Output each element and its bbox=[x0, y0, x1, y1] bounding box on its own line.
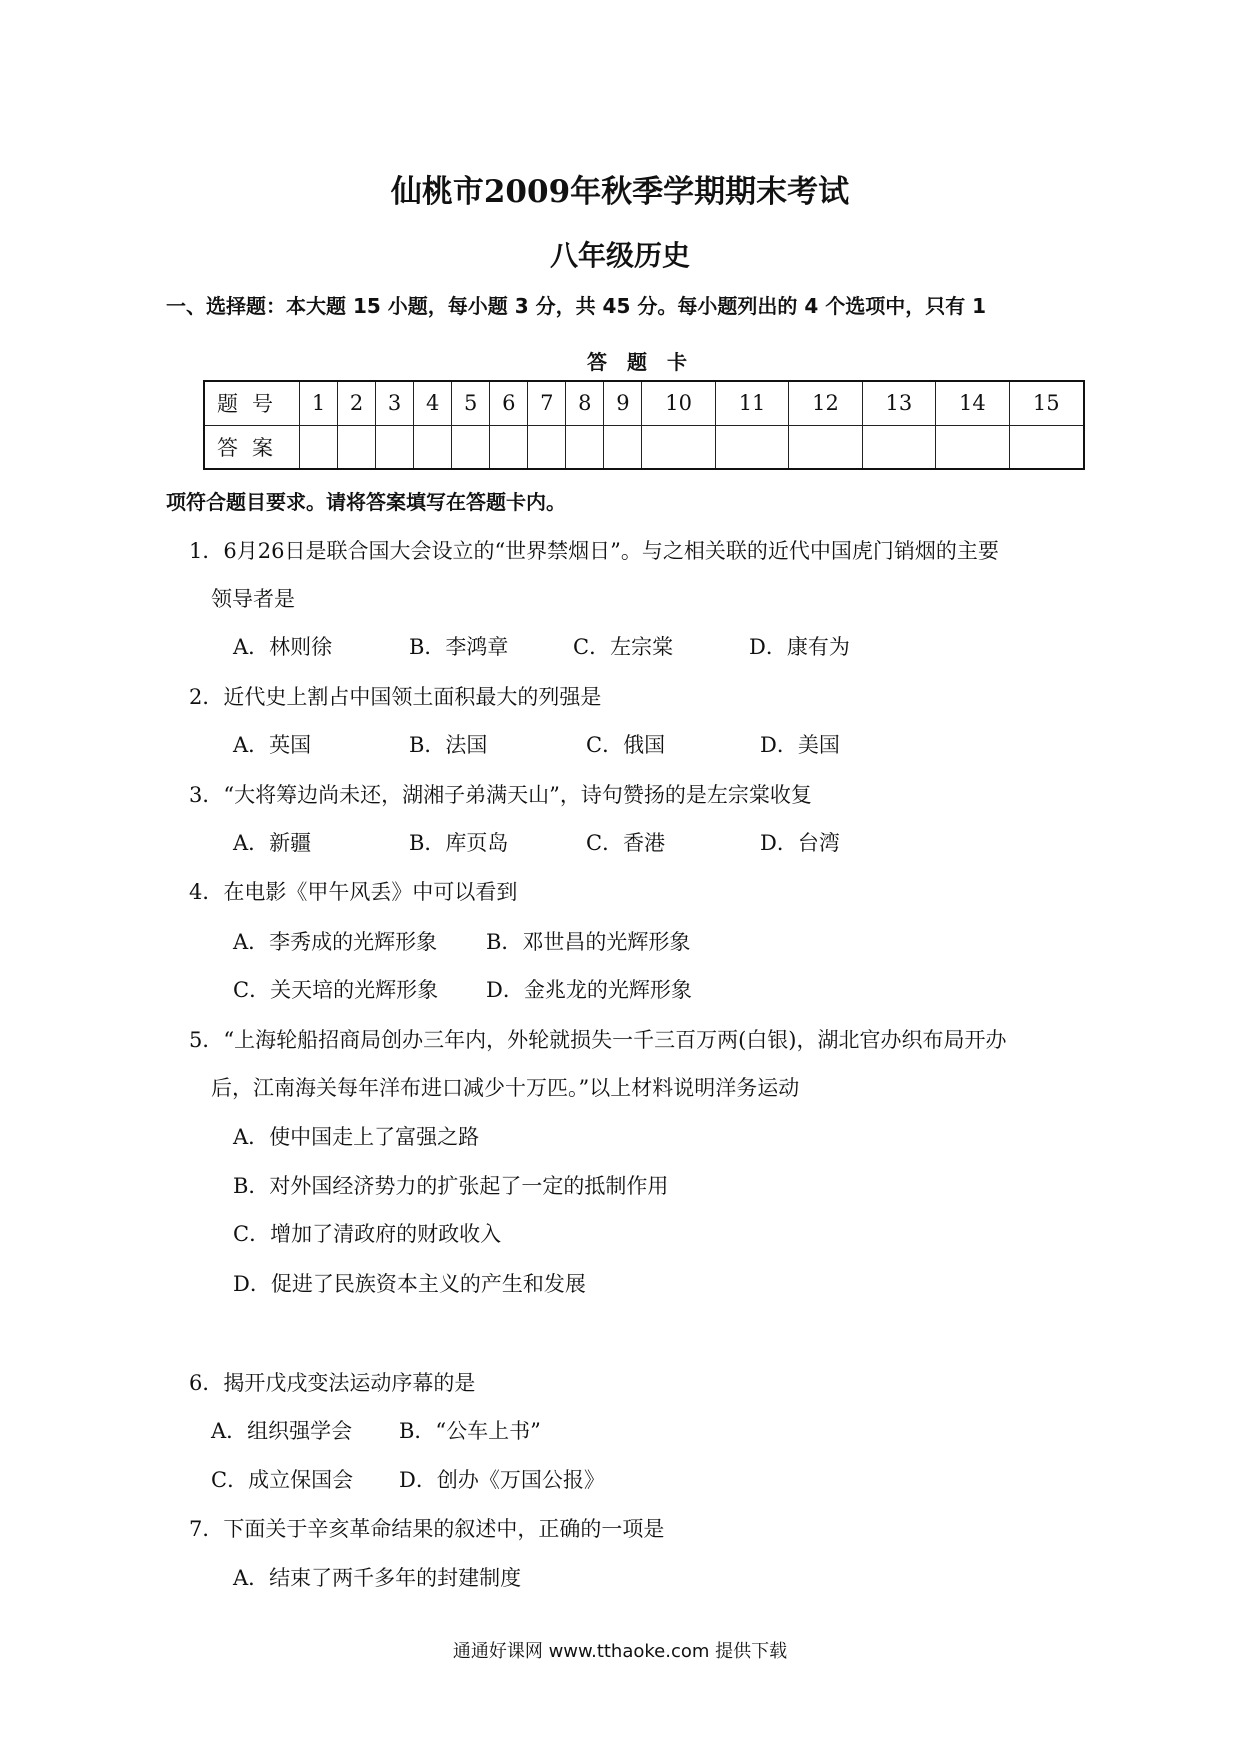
q6-option-d: D．创办《万国公报》 bbox=[399, 1468, 605, 1492]
q2-option-b: B．法国 bbox=[409, 733, 488, 757]
section-heading: 一、选择题：本大题 15 小题，每小题 3 分，共 45 分。每小题列出的 4 个选项中，只有 1 bbox=[166, 294, 987, 318]
q2-option-d: D．美国 bbox=[760, 733, 840, 757]
q4-option-c: C．关天培的光辉形象 bbox=[233, 978, 439, 1002]
number-cell: 6 bbox=[490, 381, 528, 425]
q6-option-c: C．成立保国会 bbox=[211, 1468, 354, 1492]
number-cell: 12 bbox=[789, 381, 862, 425]
q1-option-a: A．林则徐 bbox=[233, 635, 333, 659]
q2-option-a: A．英国 bbox=[233, 733, 312, 757]
q1-option-b: B．李鸿章 bbox=[409, 635, 509, 659]
answer-card-title: 答 题 卡 bbox=[587, 350, 687, 374]
number-cell: 10 bbox=[642, 381, 715, 425]
q1-option-c: C．左宗棠 bbox=[573, 635, 674, 659]
number-cell: 9 bbox=[604, 381, 642, 425]
answer-cell[interactable] bbox=[300, 425, 338, 469]
q3-option-c: C．香港 bbox=[586, 831, 666, 855]
row-label: 题号 bbox=[204, 381, 300, 425]
answer-cell[interactable] bbox=[715, 425, 788, 469]
footer-source: 通通好课网 www.tthaoke.com 提供下载 bbox=[452, 1641, 788, 1662]
number-cell: 4 bbox=[414, 381, 452, 425]
question-3-stem: 3．“大将筹边尚未还，湖湘子弟满天山”，诗句赞扬的是左宗棠收复 bbox=[189, 783, 812, 807]
q6-option-a: A．组织强学会 bbox=[211, 1419, 353, 1443]
number-cell: 8 bbox=[566, 381, 604, 425]
answer-cell[interactable] bbox=[566, 425, 604, 469]
q4-option-d: D．金兆龙的光辉形象 bbox=[486, 978, 692, 1002]
row-label: 答案 bbox=[204, 425, 300, 469]
answer-cell[interactable] bbox=[452, 425, 490, 469]
question-5-stem: 5．“上海轮船招商局创办三年内，外轮就损失一千三百万两(白银)，湖北官办织布局开办 bbox=[189, 1028, 1007, 1052]
answer-cell[interactable] bbox=[862, 425, 935, 469]
answer-cell[interactable] bbox=[642, 425, 715, 469]
q4-option-b: B．邓世昌的光辉形象 bbox=[486, 930, 691, 954]
q4-option-a: A．李秀成的光辉形象 bbox=[233, 930, 438, 954]
q5-option-d: D．促进了民族资本主义的产生和发展 bbox=[233, 1272, 586, 1296]
q3-option-a: A．新疆 bbox=[233, 831, 312, 855]
number-cell: 14 bbox=[936, 381, 1009, 425]
q7-option-a: A．结束了两千多年的封建制度 bbox=[233, 1566, 522, 1590]
q5-option-a: A．使中国走上了富强之路 bbox=[233, 1125, 480, 1149]
answer-cell[interactable] bbox=[414, 425, 452, 469]
question-6-stem: 6．揭开戊戌变法运动序幕的是 bbox=[189, 1371, 476, 1395]
question-number-row bbox=[204, 381, 1084, 425]
number-cell: 15 bbox=[1009, 381, 1084, 425]
section-heading-continued: 项符合题目要求。请将答案填写在答题卡内。 bbox=[166, 490, 566, 514]
q5-option-c: C．增加了清政府的财政收入 bbox=[233, 1222, 502, 1246]
answer-cell[interactable] bbox=[528, 425, 566, 469]
exam-title: 仙桃市2009年秋季学期期末考试 bbox=[390, 174, 850, 210]
q5-option-b: B．对外国经济势力的扩张起了一定的抵制作用 bbox=[233, 1174, 669, 1198]
exam-subtitle: 八年级历史 bbox=[549, 239, 690, 272]
answer-row bbox=[204, 425, 1084, 469]
question-4-stem: 4．在电影《甲午风丢》中可以看到 bbox=[189, 880, 518, 904]
q3-option-d: D．台湾 bbox=[760, 831, 840, 855]
q3-option-b: B．库页岛 bbox=[409, 831, 509, 855]
answer-cell[interactable] bbox=[789, 425, 862, 469]
q1-option-d: D．康有为 bbox=[749, 635, 850, 659]
answer-card-table bbox=[203, 380, 1085, 470]
answer-cell[interactable] bbox=[338, 425, 376, 469]
number-cell: 13 bbox=[862, 381, 935, 425]
number-cell: 5 bbox=[452, 381, 490, 425]
number-cell: 1 bbox=[300, 381, 338, 425]
answer-cell[interactable] bbox=[376, 425, 414, 469]
answer-cell[interactable] bbox=[936, 425, 1009, 469]
number-cell: 11 bbox=[715, 381, 788, 425]
question-5-stem-cont: 后，江南海关每年洋布进口减少十万匹。”以上材料说明洋务运动 bbox=[211, 1076, 800, 1100]
answer-cell[interactable] bbox=[604, 425, 642, 469]
number-cell: 7 bbox=[528, 381, 566, 425]
q2-option-c: C．俄国 bbox=[586, 733, 666, 757]
q6-option-b: B．“公车上书” bbox=[399, 1419, 541, 1443]
question-1-stem: 1．6月26日是联合国大会设立的“世界禁烟日”。与之相关联的近代中国虎门销烟的主要 bbox=[189, 539, 999, 563]
question-2-stem: 2．近代史上割占中国领土面积最大的列强是 bbox=[189, 685, 602, 709]
number-cell: 3 bbox=[376, 381, 414, 425]
answer-cell[interactable] bbox=[1009, 425, 1084, 469]
answer-cell[interactable] bbox=[490, 425, 528, 469]
question-1-stem-cont: 领导者是 bbox=[211, 587, 295, 611]
question-7-stem: 7．下面关于辛亥革命结果的叙述中，正确的一项是 bbox=[189, 1517, 665, 1541]
number-cell: 2 bbox=[338, 381, 376, 425]
